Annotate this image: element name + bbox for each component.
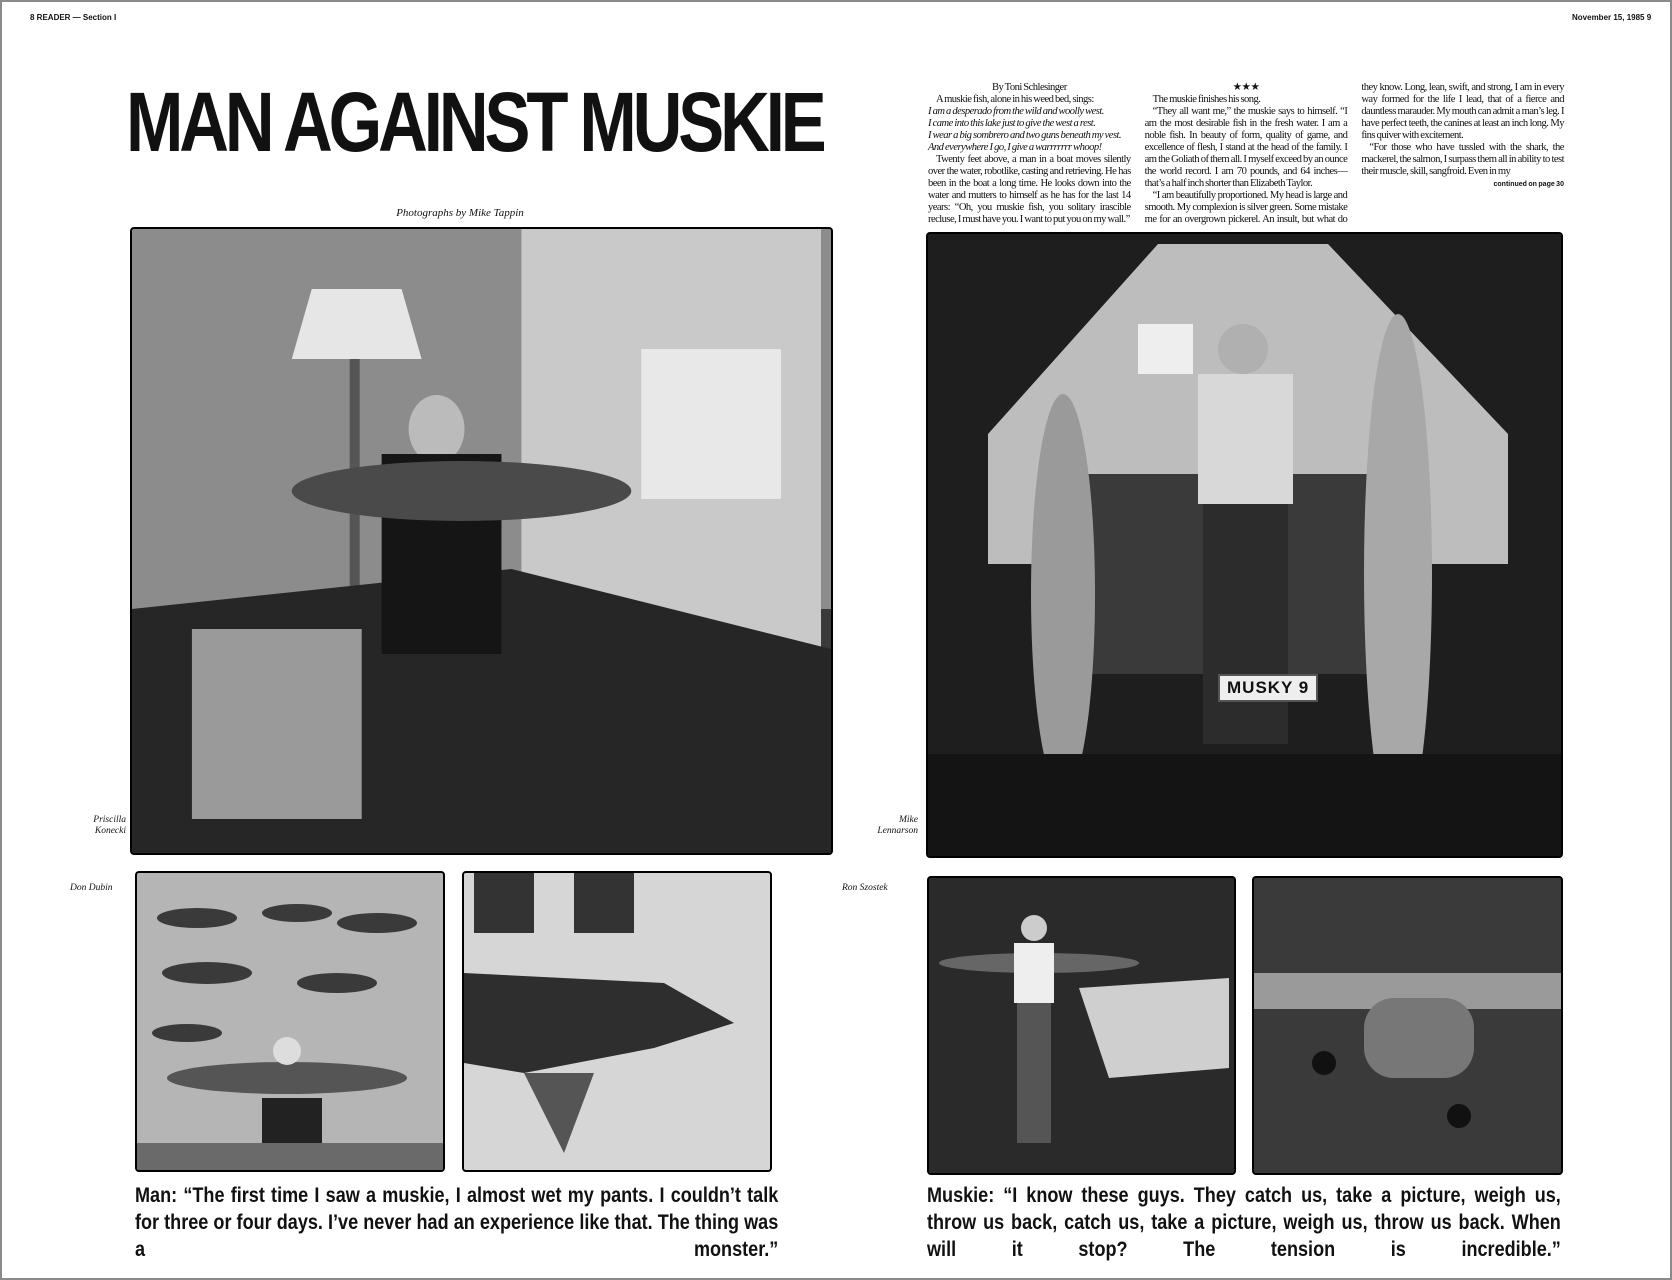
caption-ron-szostek: Ron Szostek bbox=[842, 883, 888, 893]
byline: By Toni Schlesinger bbox=[991, 82, 1067, 93]
article-intro: A muskie fish, alone in his weed bed, sings: bbox=[936, 94, 1094, 105]
photo-muskie-head-closeup bbox=[462, 871, 772, 1172]
caption-mike-lennarson: Mike Lennarson bbox=[877, 815, 918, 837]
left-folio: 8 READER — Section I bbox=[30, 13, 117, 22]
article-paragraph: “They all want me,” the muskie says to himself. “I am the most desirable fish in the fresh water. I am a noble fish. In beauty of form, quality of game, and excellence of flesh, I stand at the head of the family. I am the Goliath of them all. I myself exceed by an ounce the world record. I am 70 pounds, and 64 inches—that’s a half inch shorter than Elizabeth Taylor. bbox=[1144, 106, 1348, 189]
photo-credit: Photographs by Mike Tappin bbox=[396, 207, 524, 219]
verse-line: I wear a big sombrero and two guns beneath my vest. bbox=[928, 130, 1122, 141]
verse-line: I am a desperado from the wild and woolly west. bbox=[928, 106, 1104, 117]
article-paragraph: “For those who have tussled with the shark, the mackerel, the salmon, I surpass them all in ability to test their muscle, skill, sangfroid. Even in my bbox=[1361, 142, 1564, 177]
caption-priscilla-konecki: Priscilla Konecki bbox=[93, 815, 126, 837]
muskie-quote: Muskie: “I know these guys. They catch us, take a picture, weigh us, throw us back, catch us, take a picture, weigh us, throw us back. When will it stop? The tension is incredible.” bbox=[927, 1184, 1561, 1261]
continued-link[interactable]: continued on page 30 bbox=[1493, 181, 1564, 188]
headline: MAN AGAINST MUSKIE bbox=[126, 75, 823, 169]
photo-man-with-mounted-fish bbox=[135, 871, 445, 1172]
article-paragraph: The muskie finishes his song. bbox=[1152, 94, 1261, 105]
photo-man-with-two-muskies bbox=[926, 232, 1563, 858]
right-folio: November 15, 1985 9 bbox=[1572, 13, 1652, 22]
verse-line: And everywhere I go, I give a warrrrrrr whoop! bbox=[928, 142, 1102, 153]
article-paragraph: “I am beautifully proportioned. My head is large and smooth. My complexion is silver green. Some mistake me for an overgrown pickerel. An insult, but what do they know. Long, lean, swift, and strong, I am in every way formed for the life I lead, that of a fierce and dauntless marauder. My mouth can admit a man’s leg. I have perfect teeth, the canines at least an inch long. My fins quiver with excitement. bbox=[1144, 82, 1564, 225]
photo-man-with-muskie-and-boat bbox=[927, 876, 1236, 1175]
photo-woman-with-muskie bbox=[130, 227, 833, 855]
section-break-stars: ★★★ bbox=[1232, 82, 1260, 93]
license-plate: MUSKY 9 bbox=[1218, 674, 1318, 702]
caption-don-dubin: Don Dubin bbox=[70, 883, 113, 893]
photo-fishing-reel bbox=[1252, 876, 1563, 1175]
verse-line: I came into this lake just to give the west a rest. bbox=[928, 118, 1096, 129]
article-body bbox=[928, 82, 1564, 226]
article-paragraph: Twenty feet above, a man in a boat moves silently over the water, robotlike, casting and retrieving. He has been in the boat a long time. He looks down into the water and mutters to himself as he has for the last 14 years: “Oh, you muskie fish, you solitary irascible recluse, I must have you. I want to put you on my wall.” bbox=[928, 154, 1131, 225]
man-quote: Man: “The first time I saw a muskie, I almost wet my pants. I couldn’t talk for three or four days. I’ve never had an experience like that. The thing was a monster.” bbox=[135, 1184, 779, 1261]
